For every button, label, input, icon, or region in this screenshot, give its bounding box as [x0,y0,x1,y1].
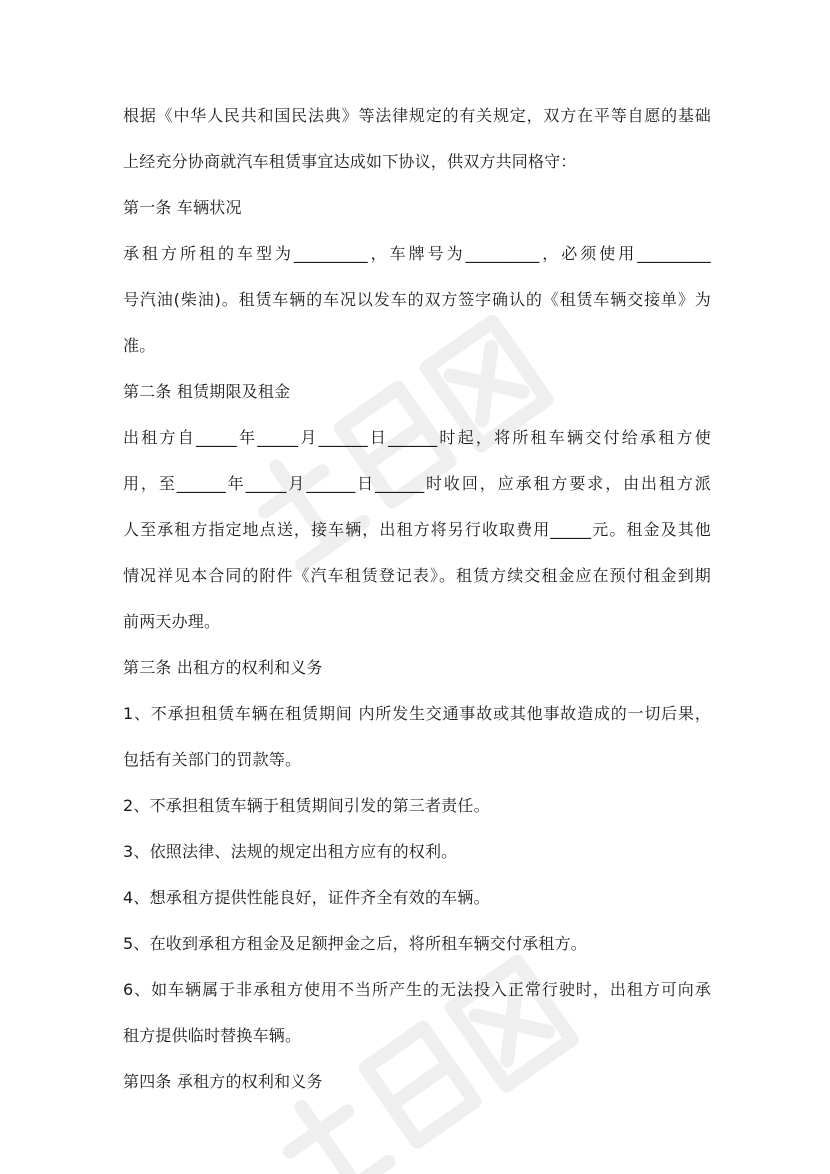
text-line-5: 号汽油(柴油)。租赁车辆的车况以发车的双方签字确认的《租赁车辆交接单》为 [123,290,711,309]
text-line-14: 1、不承担租赁车辆在租赁期间 内所发生交通事故或其他事故造成的一切后果， [123,704,711,723]
text-line-2: 上经充分协商就汽车租赁事宜达成如下协议，供双方共同格守： [123,152,577,171]
text-line-9: 用，至______年_____月______日______时收回，应承租方要求，由出租方派 [123,474,711,493]
text-line-20: 6、如车辆属于非承租方使用不当所产生的无法投入正常行驶时，出租方可向承 [123,980,711,999]
section-heading-4: 第四条 承租方的权利和义务 [123,1072,323,1091]
text-line-12: 前两天办理。 [123,612,221,631]
text-line-8: 出租方自_____年_____月______日______时起，将所租车辆交付给承租方使 [123,428,711,447]
text-line-15: 包括有关部门的罚款等。 [123,750,302,769]
text-line-16: 2、不承担租赁车辆于租赁期间引发的第三者责任。 [123,796,490,815]
text-line-1: 根据《中华人民共和国民法典》等法律规定的有关规定，双方在平等自愿的基础 [123,106,711,125]
section-heading-2: 第二条 租赁期限及租金 [123,382,291,401]
text-line-11: 情况祥见本合同的附件《汽车租赁登记表》。租赁方续交租金应在预付租金到期 [123,566,711,585]
text-line-6: 准。 [123,336,156,355]
text-line-21: 租方提供临时替换车辆。 [123,1026,302,1045]
text-line-10: 人至承租方指定地点送，接车辆，出租方将另行收取费用_____元。租金及其他 [123,520,711,539]
text-line-4: 承租方所租的车型为_________，车牌号为_________，必须使用_________ [123,244,711,263]
text-line-18: 4、想承租方提供性能良好，证件齐全有效的车辆。 [123,888,490,907]
text-line-17: 3、依照法律、法规的规定出租方应有的权利。 [123,842,458,861]
section-heading-1: 第一条 车辆状况 [123,198,242,217]
text-line-19: 5、在收到承租方租金及足额押金之后，将所租车辆交付承租方。 [123,934,587,953]
section-heading-3: 第三条 出租方的权利和义务 [123,658,323,677]
